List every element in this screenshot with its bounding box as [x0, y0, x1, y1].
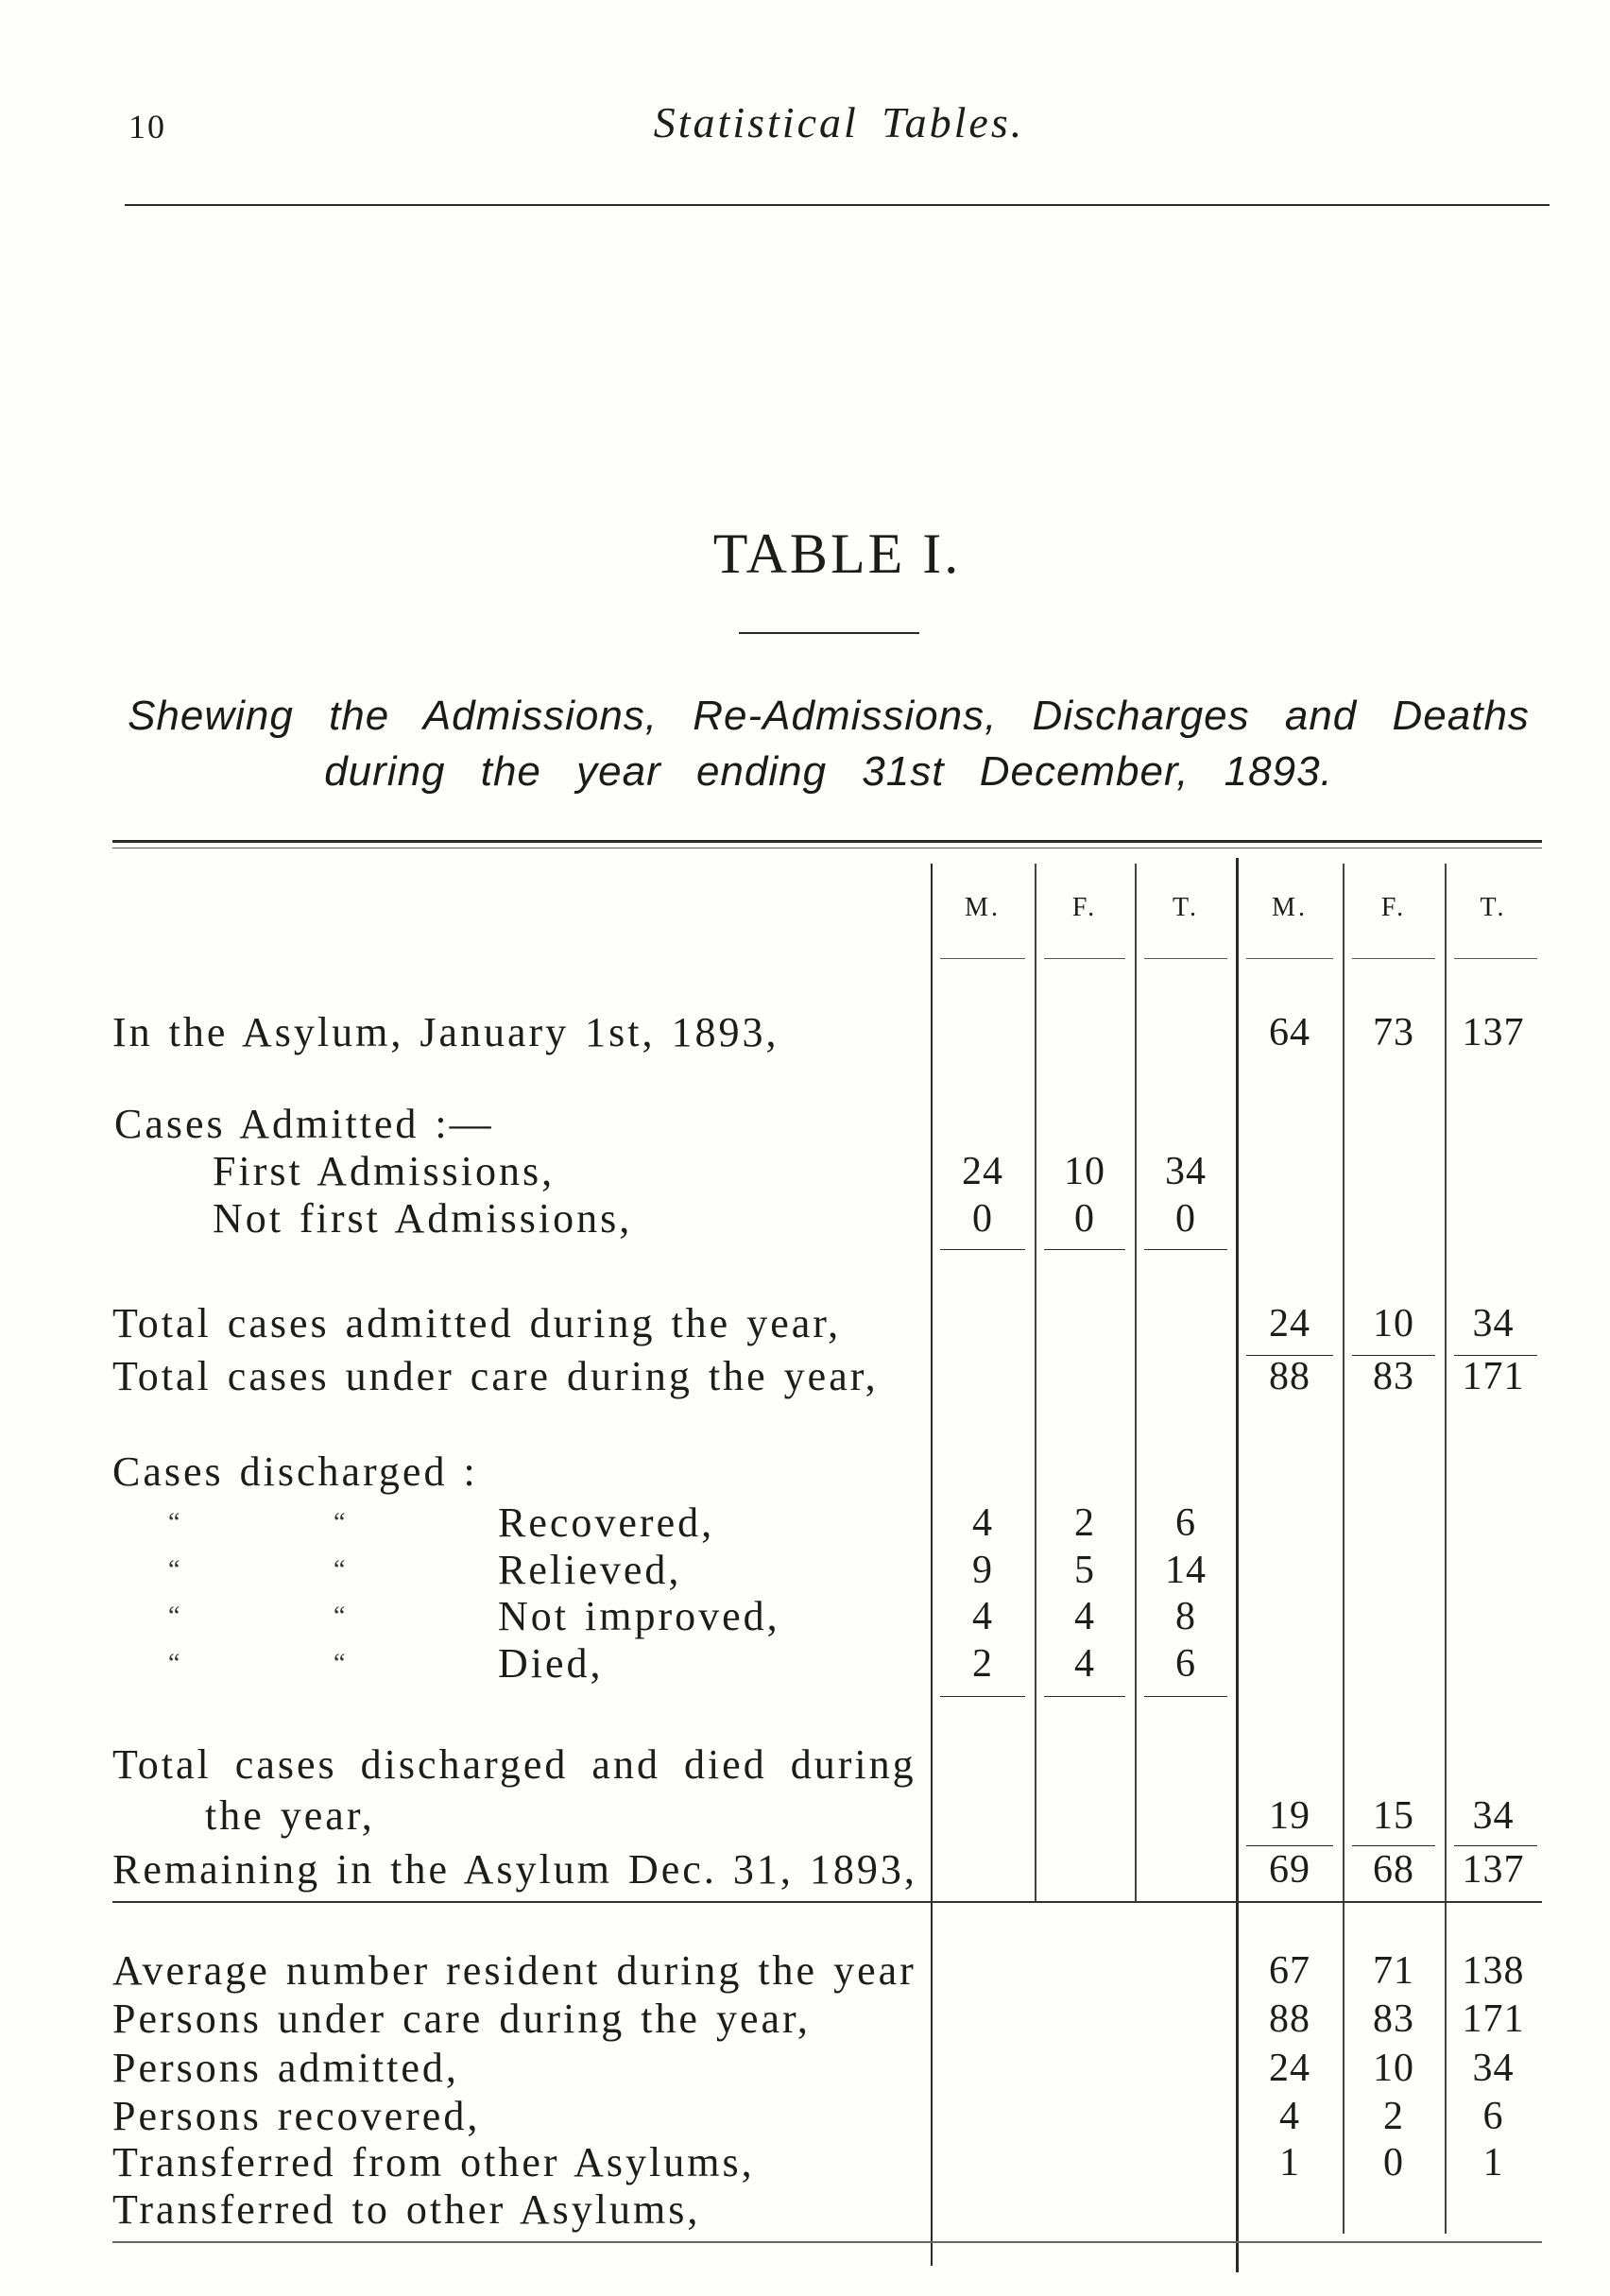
cell-total: 137	[1462, 1011, 1525, 1054]
column-header-male: M.	[965, 893, 1001, 922]
sum-rule	[940, 1696, 1025, 1697]
table-row	[0, 1353, 1610, 1400]
ditto-mark: “	[334, 1508, 348, 1537]
header-underline	[1352, 958, 1435, 959]
table-row	[0, 2045, 1610, 2092]
table-row	[0, 1792, 1610, 1840]
cell-female: 4	[1074, 1595, 1095, 1638]
cell-total: 14	[1165, 1549, 1207, 1592]
cell-total: 171	[1462, 1997, 1525, 2041]
table-row	[0, 1448, 1610, 1496]
cell-female: 83	[1373, 1355, 1414, 1398]
cell-total: 0	[1175, 1197, 1196, 1241]
cell-total: 138	[1462, 1949, 1525, 1993]
cell-female: 10	[1373, 1302, 1414, 1345]
cell-male: 24	[962, 1150, 1003, 1193]
subtitle-line-2: during the year ending 31st December, 1893.	[324, 748, 1333, 795]
row-label: Persons admitted,	[112, 2045, 459, 2091]
cell-male: 4	[972, 1595, 993, 1638]
cell-total: 6	[1175, 1501, 1196, 1545]
column-header-total: T.	[1480, 893, 1507, 922]
cell-male: 9	[972, 1549, 993, 1592]
table-row	[0, 1741, 1610, 1789]
page-number: 10	[128, 108, 166, 146]
cell-male: 24	[1269, 1302, 1310, 1345]
table-row	[0, 2186, 1610, 2234]
table-row	[0, 2139, 1610, 2186]
cell-female: 0	[1074, 1197, 1095, 1241]
ditto-mark: “	[168, 1555, 182, 1585]
table-row	[0, 1846, 1610, 1893]
row-label: Persons under care during the year,	[112, 1996, 811, 2042]
header-underline	[1246, 958, 1333, 959]
sum-rule	[940, 1249, 1025, 1250]
row-label: In the Asylum, January 1st, 1893,	[112, 1009, 779, 1055]
row-label: Transferred from other Asylums,	[112, 2139, 755, 2185]
column-header-female: F.	[1380, 893, 1407, 922]
subtitle-line-1: Shewing the Admissions, Re-Admissions, Discharges and Deaths	[128, 693, 1530, 739]
title-rule	[739, 632, 919, 634]
table-top-rule	[112, 840, 1542, 843]
column-header-male: M.	[1272, 893, 1308, 922]
header-underline	[940, 958, 1025, 959]
table-row	[0, 1101, 1610, 1148]
table-row	[0, 1300, 1610, 1347]
header-rule	[125, 204, 1550, 206]
cell-total: 34	[1472, 2047, 1515, 2090]
ditto-mark: “	[168, 1649, 182, 1678]
cell-female: 5	[1074, 1549, 1095, 1592]
table-row	[0, 1547, 1610, 1594]
table-row	[0, 1640, 1610, 1688]
cell-male: 69	[1269, 1848, 1310, 1892]
row-label: the year,	[205, 1792, 375, 1839]
sum-rule	[1044, 1249, 1125, 1250]
cell-male: 4	[1279, 2095, 1300, 2138]
cell-total: 6	[1482, 2095, 1504, 2138]
cell-total: 34	[1165, 1150, 1207, 1193]
ditto-mark: “	[334, 1555, 348, 1585]
row-label: Not first Admissions,	[213, 1195, 633, 1242]
cell-male: 24	[1269, 2047, 1310, 2090]
row-label: Transferred to other Asylums,	[112, 2186, 701, 2233]
header-underline	[1454, 958, 1537, 959]
table-row	[0, 1593, 1610, 1640]
cell-female: 2	[1383, 2095, 1404, 2138]
cell-female: 2	[1074, 1501, 1095, 1545]
ditto-mark: “	[168, 1508, 182, 1537]
cell-total: 34	[1472, 1794, 1515, 1838]
table-row	[0, 1996, 1610, 2043]
row-label: Remaining in the Asylum Dec. 31, 1893,	[112, 1846, 917, 1893]
cell-male: 88	[1269, 1355, 1310, 1398]
cell-male: 19	[1269, 1794, 1310, 1838]
row-label: Total cases admitted during the year,	[112, 1300, 842, 1346]
cell-male: 2	[972, 1642, 993, 1686]
cell-male: 0	[972, 1197, 993, 1241]
cell-female: 0	[1383, 2141, 1404, 2185]
column-header-row	[0, 884, 1610, 932]
cell-male: 67	[1269, 1949, 1310, 1993]
cell-male: 1	[1279, 2141, 1300, 2185]
table-row	[0, 1148, 1610, 1195]
cell-total: 137	[1462, 1848, 1525, 1892]
sum-rule	[1044, 1696, 1125, 1697]
table-row	[0, 1499, 1610, 1547]
row-label: Died,	[498, 1640, 604, 1687]
cell-male: 4	[972, 1501, 993, 1545]
row-label: First Admissions,	[213, 1148, 556, 1194]
running-head: Statistical Tables.	[653, 98, 1025, 146]
table-row	[0, 1947, 1610, 1995]
cell-female: 10	[1064, 1150, 1105, 1193]
row-label: Total cases discharged and died during	[112, 1741, 916, 1788]
ditto-mark: “	[334, 1649, 348, 1678]
cell-male: 64	[1269, 1011, 1310, 1054]
cell-total: 6	[1175, 1642, 1196, 1686]
row-label: Relieved,	[498, 1547, 682, 1593]
cell-total: 8	[1175, 1595, 1196, 1638]
row-label: Total cases under care during the year,	[112, 1353, 879, 1399]
table-row	[0, 1009, 1610, 1056]
section-rule	[112, 1901, 1542, 1903]
row-label: Recovered,	[498, 1499, 715, 1546]
cell-male: 88	[1269, 1997, 1310, 2041]
section-label: Cases Admitted :—	[114, 1101, 494, 1147]
ditto-mark: “	[168, 1602, 182, 1631]
cell-female: 4	[1074, 1642, 1095, 1686]
table-title: TABLE I.	[712, 523, 962, 585]
cell-total: 1	[1482, 2141, 1504, 2185]
table-bottom-rule	[112, 2241, 1542, 2243]
section-label: Cases discharged :	[112, 1448, 478, 1495]
cell-female: 73	[1373, 1011, 1414, 1054]
column-header-female: F.	[1071, 893, 1098, 922]
cell-female: 83	[1373, 1997, 1414, 2041]
column-header-total: T.	[1172, 893, 1200, 922]
sum-rule	[1144, 1249, 1227, 1250]
ditto-mark: “	[334, 1602, 348, 1631]
table-row	[0, 2093, 1610, 2140]
cell-female: 10	[1373, 2047, 1414, 2090]
cell-total: 171	[1462, 1355, 1525, 1398]
row-label: Persons recovered,	[112, 2093, 481, 2139]
row-label: Not improved,	[498, 1593, 780, 1639]
sum-rule	[1144, 1696, 1227, 1697]
cell-female: 71	[1373, 1949, 1414, 1993]
table-row	[0, 1195, 1610, 1242]
cell-total: 34	[1472, 1302, 1515, 1345]
cell-female: 15	[1373, 1794, 1414, 1838]
cell-female: 68	[1373, 1848, 1414, 1892]
header-underline	[1044, 958, 1125, 959]
row-label: Average number resident during the year	[112, 1947, 916, 1994]
header-underline	[1144, 958, 1227, 959]
